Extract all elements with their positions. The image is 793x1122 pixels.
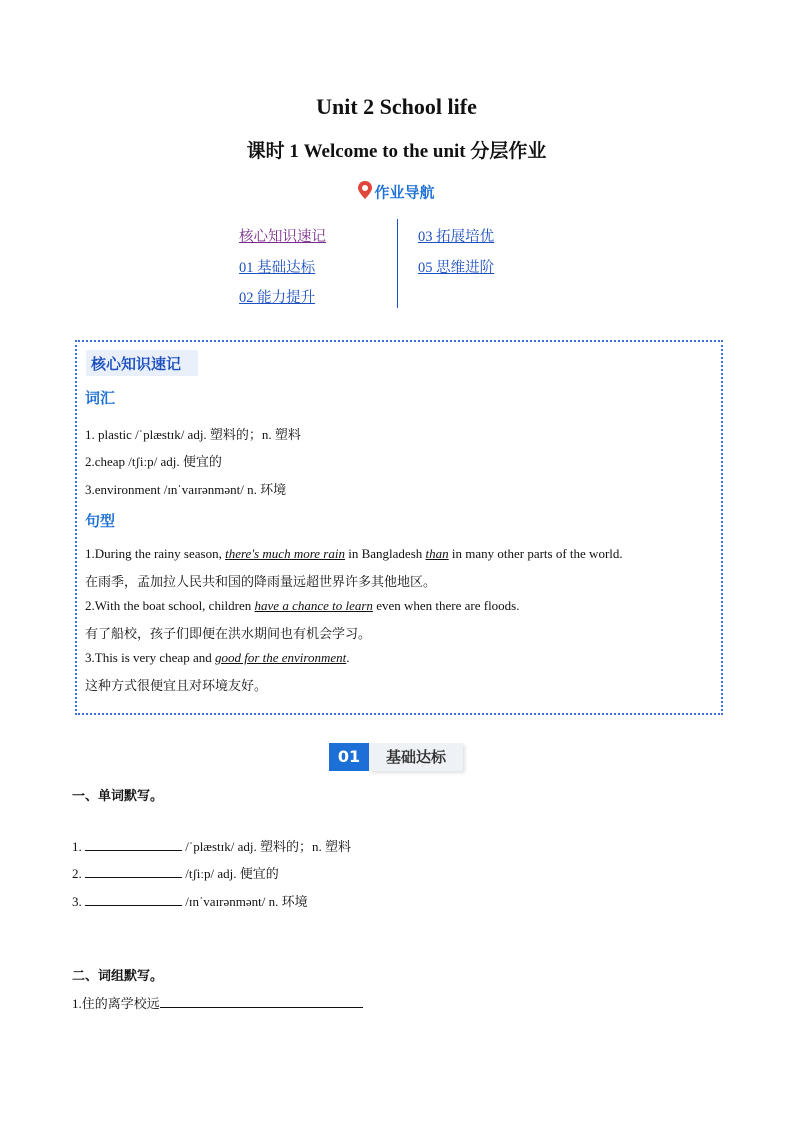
fill-item-3 xyxy=(72,891,308,910)
sentence-text: in Bangladesh xyxy=(344,546,426,561)
sentence-text: . xyxy=(346,650,350,665)
answer-text: there's much more rain xyxy=(225,546,345,561)
nav-divider xyxy=(397,219,398,308)
section-label: 基础达标 xyxy=(369,743,463,771)
sentence-text: 2.With the boat school, children xyxy=(85,598,255,613)
answer-blank[interactable] xyxy=(160,995,363,1008)
section-number: 01 xyxy=(329,743,369,771)
vocab-item: 1. plastic /ˈplæstɪk/ adj. 塑料的；n. 塑料 xyxy=(85,427,301,442)
sentence-heading: 句型 xyxy=(85,512,116,530)
phrase-item-1 xyxy=(72,993,363,1012)
sentence-text: in many other parts of the world. xyxy=(448,546,623,561)
vocab-heading: 词汇 xyxy=(85,389,116,407)
question-1-heading: 一、单词默写。 xyxy=(72,789,164,804)
answer-blank[interactable] xyxy=(85,865,182,878)
vocab-item: 2.cheap /tʃiːp/ adj. 便宜的 xyxy=(85,454,222,469)
answer-text: have a chance to learn xyxy=(254,598,373,613)
item-number: 2. xyxy=(72,866,82,881)
sentence-text: 1.During the rainy season, xyxy=(85,546,226,561)
page-title: Unit 2 School life xyxy=(316,94,477,119)
fill-item-1 xyxy=(72,836,351,855)
nav-link-02[interactable]: 02 能力提升 xyxy=(239,290,316,306)
nav-heading xyxy=(0,181,793,203)
sentence-3-translation: 这种方式很便宜且对环境友好。 xyxy=(85,678,268,693)
sentence-2-translation: 有了船校，孩子们即便在洪水期间也有机会学习。 xyxy=(85,626,372,641)
fill-item-2 xyxy=(72,863,279,882)
sentence-1-translation: 在雨季，孟加拉人民共和国的降雨量远超世界许多其他地区。 xyxy=(85,574,437,589)
answer-text: than xyxy=(425,546,449,561)
answer-blank[interactable] xyxy=(85,893,182,906)
nav-heading-label: 作业导航 xyxy=(374,183,435,202)
vocab-item: 3.environment /ɪnˈvaɪrənmənt/ n. 环境 xyxy=(85,482,287,497)
sentence-2 xyxy=(85,598,520,614)
nav-link-03[interactable]: 03 拓展培优 xyxy=(418,229,495,245)
sentence-text: 3.This is very cheap and xyxy=(85,650,215,665)
sentence-text: even when there are floods. xyxy=(372,598,520,613)
nav-link-05[interactable]: 05 思维进阶 xyxy=(418,260,495,276)
item-text: 1.住的离学校远 xyxy=(72,996,160,1011)
item-number: 3. xyxy=(72,894,82,909)
sentence-3 xyxy=(85,650,350,666)
page-subtitle: 课时 1 Welcome to the unit 分层作业 xyxy=(246,141,547,162)
answer-blank[interactable] xyxy=(85,838,182,851)
nav-link-01[interactable]: 01 基础达标 xyxy=(239,260,316,276)
item-text: /tʃiːp/ adj. 便宜的 xyxy=(185,866,279,881)
answer-text: good for the environment xyxy=(214,650,347,665)
item-number: 1. xyxy=(72,839,82,854)
location-pin-icon xyxy=(358,181,372,203)
sentence-1 xyxy=(85,546,623,562)
item-text: /ɪnˈvaɪrənmənt/ n. 环境 xyxy=(185,894,308,909)
item-text: /ˈplæstɪk/ adj. 塑料的；n. 塑料 xyxy=(185,839,352,854)
nav-link-core-knowledge[interactable]: 核心知识速记 xyxy=(239,229,326,245)
question-2-heading: 二、词组默写。 xyxy=(72,969,164,984)
knowledge-heading: 核心知识速记 xyxy=(91,355,182,373)
